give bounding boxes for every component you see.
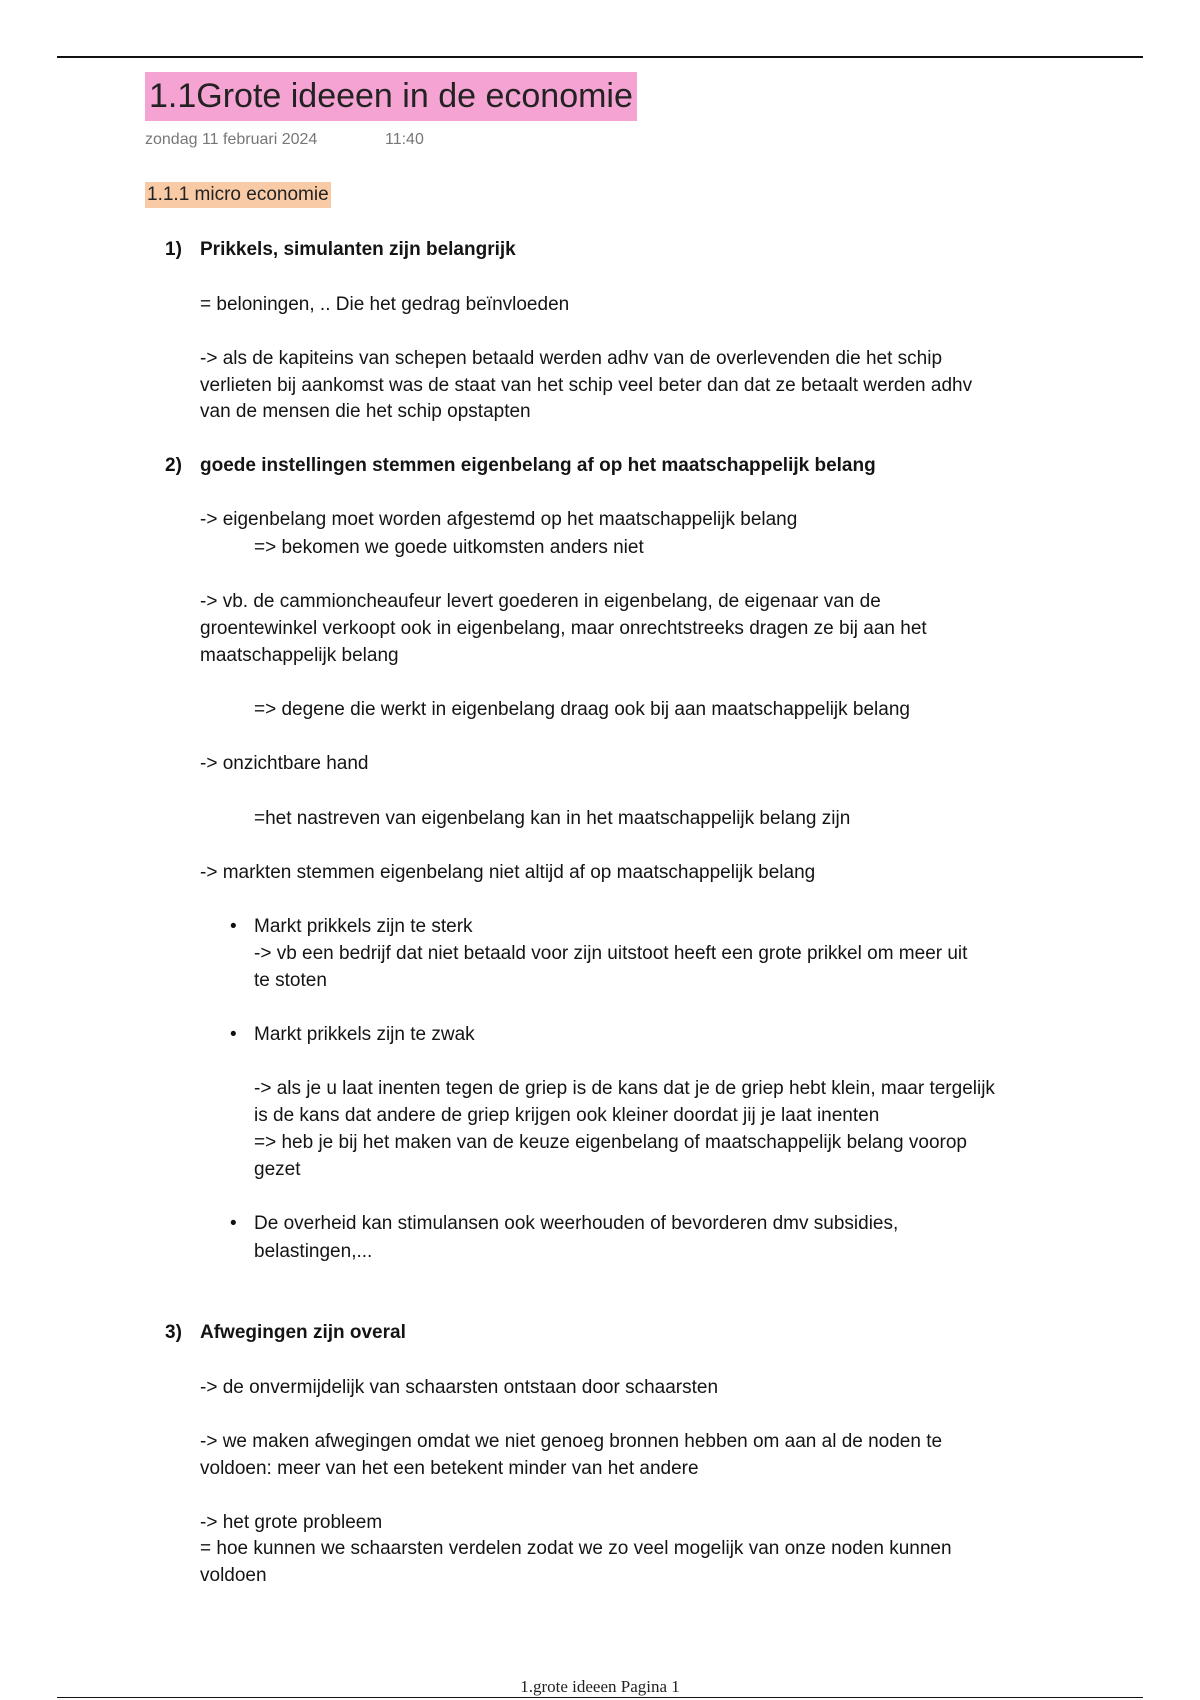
- item-number: 1): [165, 239, 182, 260]
- text-line: voldoen: meer van het een betekent minder van het andere: [200, 1458, 699, 1479]
- bottom-rule: [57, 1697, 1143, 1698]
- text-line: De overheid kan stimulansen ook weerhouden of bevorderen dmv subsidies,: [254, 1213, 899, 1234]
- text-line: => bekomen we goede uitkomsten anders niet: [254, 537, 644, 558]
- page-time: 11:40: [385, 131, 424, 148]
- text-line: -> onzichtbare hand: [200, 753, 369, 774]
- bullet-icon: •: [230, 916, 237, 937]
- top-rule: [57, 56, 1143, 58]
- text-line: groentewinkel verkoopt ook in eigenbelang, maar onrechtstreeks dragen ze bij aan het: [200, 618, 927, 639]
- text-line: -> als de kapiteins van schepen betaald werden adhv van de overlevenden die het schip: [200, 348, 943, 369]
- text-line: -> markten stemmen eigenbelang niet altijd af op maatschappelijk belang: [200, 862, 816, 883]
- item-heading: goede instellingen stemmen eigenbelang af op het maatschappelijk belang: [200, 455, 876, 476]
- text-line: gezet: [254, 1159, 301, 1180]
- text-line: -> we maken afwegingen omdat we niet genoeg bronnen hebben om aan al de noden te: [200, 1431, 943, 1452]
- item-number: 3): [165, 1322, 182, 1343]
- text-line: Markt prikkels zijn te sterk: [254, 916, 473, 937]
- page-date: zondag 11 februari 2024: [145, 131, 318, 148]
- page-title: 1.1Grote ideeen in de economie: [145, 72, 637, 121]
- text-line: -> als je u laat inenten tegen de griep is de kans dat je de griep hebt klein, maar tergelijk: [254, 1078, 995, 1099]
- text-line: = beloningen, .. Die het gedrag beïnvloeden: [200, 294, 570, 315]
- text-line: maatschappelijk belang: [200, 645, 399, 666]
- item-heading: Prikkels, simulanten zijn belangrijk: [200, 239, 516, 260]
- text-line: = hoe kunnen we schaarsten verdelen zodat we zo veel mogelijk van onze noden kunnen: [200, 1538, 952, 1559]
- text-line: voldoen: [200, 1565, 267, 1586]
- text-line: van de mensen die het schip opstapten: [200, 401, 531, 422]
- text-line: -> eigenbelang moet worden afgestemd op het maatschappelijk belang: [200, 509, 798, 530]
- section-heading: 1.1.1 micro economie: [145, 182, 331, 208]
- item-number: 2): [165, 455, 182, 476]
- text-line: verlieten bij aankomst was de staat van het schip veel beter dan dat ze betaalt werden adhv: [200, 375, 973, 396]
- text-line: -> het grote probleem: [200, 1512, 383, 1533]
- text-line: is de kans dat andere de griep krijgen ook kleiner doordat jij je laat inenten: [254, 1105, 880, 1126]
- text-line: => degene die werkt in eigenbelang draag ook bij aan maatschappelijk belang: [254, 699, 910, 720]
- bullet-icon: •: [230, 1024, 237, 1045]
- text-line: -> de onvermijdelijk van schaarsten ontstaan door schaarsten: [200, 1377, 719, 1398]
- page-footer: 1.grote ideeen Pagina 1: [520, 1677, 680, 1696]
- text-line: =het nastreven van eigenbelang kan in het maatschappelijk belang zijn: [254, 808, 851, 829]
- text-line: te stoten: [254, 970, 327, 991]
- text-line: belastingen,...: [254, 1241, 373, 1262]
- text-line: -> vb een bedrijf dat niet betaald voor zijn uitstoot heeft een grote prikkel om meer uit: [254, 943, 968, 964]
- item-heading: Afwegingen zijn overal: [200, 1322, 406, 1343]
- text-line: -> vb. de cammioncheaufeur levert goederen in eigenbelang, de eigenaar van de: [200, 591, 881, 612]
- text-line: => heb je bij het maken van de keuze eigenbelang of maatschappelijk belang voorop: [254, 1132, 968, 1153]
- text-line: Markt prikkels zijn te zwak: [254, 1024, 475, 1045]
- bullet-icon: •: [230, 1213, 237, 1234]
